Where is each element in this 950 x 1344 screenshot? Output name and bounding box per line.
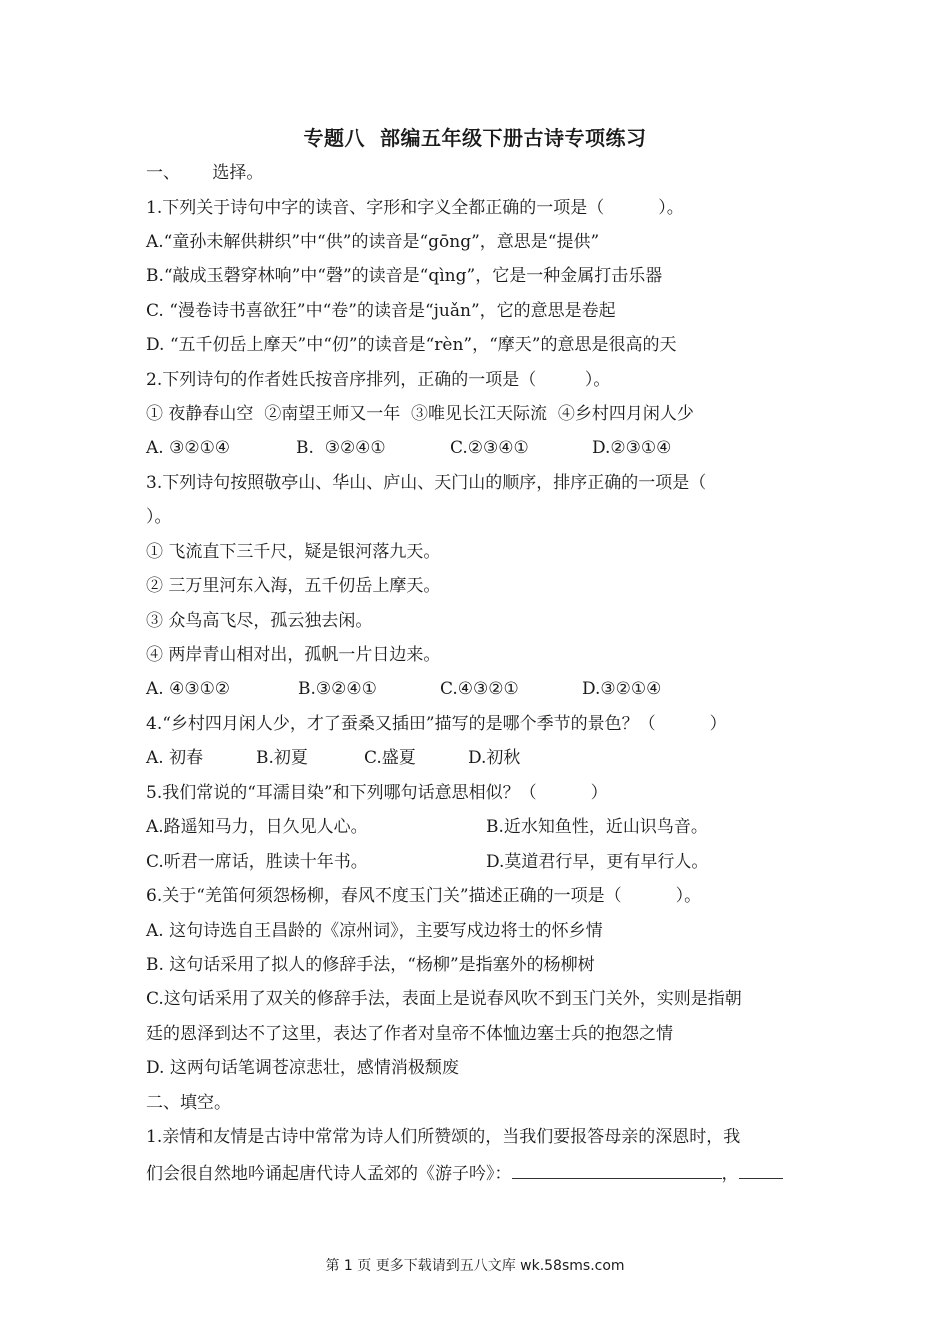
- question-2-option-a: A. ③②①④: [146, 438, 231, 458]
- question-3-item-1: ① 飞流直下三千尺，疑是银河落九天。: [146, 542, 441, 562]
- question-5-option-a: A.路遥知马力，日久见人心。: [146, 817, 368, 837]
- fill-1-separator: ，: [721, 1164, 739, 1184]
- question-6-option-d: D. 这两句话笔调苍凉悲壮，感情消极颓废: [146, 1058, 459, 1078]
- question-6-stem: 6.关于“羌笛何须怨杨柳，春风不度玉门关”描述正确的一项是（ ）。: [146, 886, 702, 906]
- question-1-option-c: C. “漫卷诗书喜欲狂”中“卷”的读音是“juǎn”，它的意思是卷起: [146, 301, 616, 321]
- question-5-option-d: D.莫道君行早，更有早行人。: [486, 852, 709, 872]
- question-5-stem: 5.我们常说的“耳濡目染”和下列哪句话意思相似？（ ）: [146, 783, 608, 803]
- question-1-stem: 1.下列关于诗句中字的读音、字形和字义全都正确的一项是（ ）。: [146, 198, 684, 218]
- fill-1-line-1: 1.亲情和友情是古诗中常常为诗人们所赞颂的，当我们要报答母亲的深恩时，我: [146, 1127, 741, 1147]
- question-2-options: [146, 436, 811, 460]
- question-3-option-a: A. ④③①②: [146, 679, 231, 699]
- question-5-option-b: B.近水知鱼性，近山识鸟音。: [486, 817, 708, 837]
- question-5-options-row-2: [146, 850, 811, 874]
- fill-1-line-2: [146, 1160, 811, 1186]
- question-4-option-d: D.初秋: [468, 748, 521, 768]
- question-6-option-a: A. 这句诗选自王昌龄的《凉州词》，主要写戍边将士的怀乡情: [146, 921, 603, 941]
- question-3-item-2: ② 三万里河东入海，五千仞岳上摩天。: [146, 576, 441, 596]
- question-3-stem: 3.下列诗句按照敬亭山、华山、庐山、天门山的顺序，排序正确的一项是（: [146, 473, 707, 493]
- page-footer: 第 1 页 更多下载请到五八文库 wk.58sms.com: [325, 1258, 625, 1274]
- question-2-items: ① 夜静春山空 ②南望王师又一年 ③唯见长江天际流 ④乡村四月闲人少: [146, 404, 694, 424]
- fill-blank-1[interactable]: [512, 1160, 722, 1179]
- question-2-option-c: C.②③④①: [450, 438, 529, 458]
- question-5-options-row-1: [146, 815, 811, 839]
- question-6-option-b: B. 这句话采用了拟人的修辞手法，“杨柳”是指塞外的杨柳树: [146, 955, 595, 975]
- question-4-option-a: A. 初春: [146, 748, 204, 768]
- question-3-option-b: B.③②④①: [298, 679, 377, 699]
- question-3-option-d: D.③②①④: [582, 679, 662, 699]
- question-3-item-3: ③ 众鸟高飞尽，孤云独去闲。: [146, 611, 373, 631]
- question-3-options: [146, 677, 811, 701]
- question-3-stem-continued: ）。: [146, 507, 172, 527]
- question-1-option-a: A.“童孙未解供耕织”中“供”的读音是“gōng”，意思是“提供”: [146, 232, 600, 252]
- question-1-option-b: B.“敲成玉磬穿林响”中“磬”的读音是“qìng”，它是一种金属打击乐器: [146, 266, 663, 286]
- question-1-option-d: D. “五千仞岳上摩天”中“仞”的读音是“rèn”，“摩天”的意思是很高的天: [146, 335, 677, 355]
- question-4-stem: 4.“乡村四月闲人少，才了蚕桑又插田”描写的是哪个季节的景色？（ ）: [146, 714, 727, 734]
- question-2-stem: 2.下列诗句的作者姓氏按音序排列，正确的一项是（ ）。: [146, 370, 611, 390]
- section-heading-fill-blank: 二、填空。: [146, 1093, 231, 1113]
- question-2-option-b: B. ③②④①: [296, 438, 386, 458]
- fill-blank-2[interactable]: [739, 1160, 783, 1179]
- question-5-option-c: C.听君一席话，胜读十年书。: [146, 852, 368, 872]
- section-heading-choice: 一、 选择。: [146, 163, 264, 183]
- question-4-options: [146, 746, 811, 770]
- question-4-option-c: C.盛夏: [364, 748, 416, 768]
- question-3-item-4: ④ 两岸青山相对出，孤帆一片日边来。: [146, 645, 441, 665]
- question-4-option-b: B.初夏: [256, 748, 308, 768]
- question-6-option-c-line-2: 廷的恩泽到达不了这里，表达了作者对皇帝不体恤边塞士兵的抱怨之情: [146, 1024, 673, 1044]
- fill-1-line-2-text: 们会很自然地吟诵起唐代诗人孟郊的《游子吟》：: [146, 1164, 512, 1184]
- question-6-option-c-line-1: C.这句话采用了双关的修辞手法，表面上是说春风吹不到玉门关外，实则是指朝: [146, 989, 742, 1009]
- page-title: 专题八 部编五年级下册古诗专项练习: [303, 126, 647, 150]
- question-2-option-d: D.②③①④: [592, 438, 672, 458]
- question-3-option-c: C.④③②①: [440, 679, 519, 699]
